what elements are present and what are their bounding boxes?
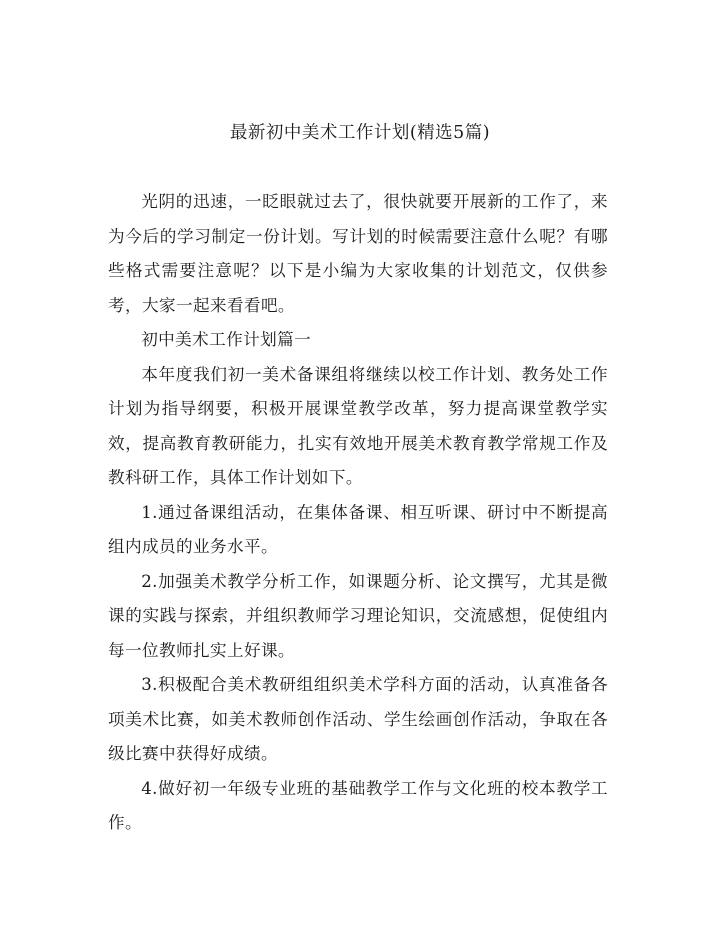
section-heading: 初中美术工作计划篇一 bbox=[141, 330, 312, 349]
section-intro-paragraph: 本年度我们初一美术备课组将继续以校工作计划、教务处工作计划为指导纲要，积极开展课堂教学改革，努力提高课堂教学实效，提高教育教研能力，扎实有效地开展美术教育教学常规工作及教科研工作，具体工作计划如下。 bbox=[108, 364, 608, 487]
document-title: 最新初中美术工作计划(精选5篇) bbox=[229, 123, 491, 143]
plan-item-2: 2.加强美术教学分析工作，如课题分析、论文撰写，尤其是微课的实践与探索，并组织教师学习理论知识，交流感想，促使组内每一位教师扎实上好课。 bbox=[108, 571, 608, 660]
plan-item-1: 1.通过备课组活动，在集体备课、相互听课、研讨中不断提高组内成员的业务水平。 bbox=[108, 502, 608, 556]
plan-item-3: 3.积极配合美术教研组组织美术学科方面的活动，认真准备各项美术比赛，如美术教师创作活动、学生绘画创作活动，争取在各级比赛中获得好成绩。 bbox=[108, 675, 608, 763]
intro-paragraph: 光阴的迅速，一眨眼就过去了，很快就要开展新的工作了，来为今后的学习制定一份计划。写计划的时候需要注意什么呢？有哪些格式需要注意呢？以下是小编为大家收集的计划范文，仅供参考，大家一起来看看吧。 bbox=[108, 192, 608, 315]
plan-item-4: 4.做好初一年级专业班的基础教学工作与文化班的校本教学工作。 bbox=[108, 778, 608, 832]
document-body bbox=[108, 185, 608, 841]
